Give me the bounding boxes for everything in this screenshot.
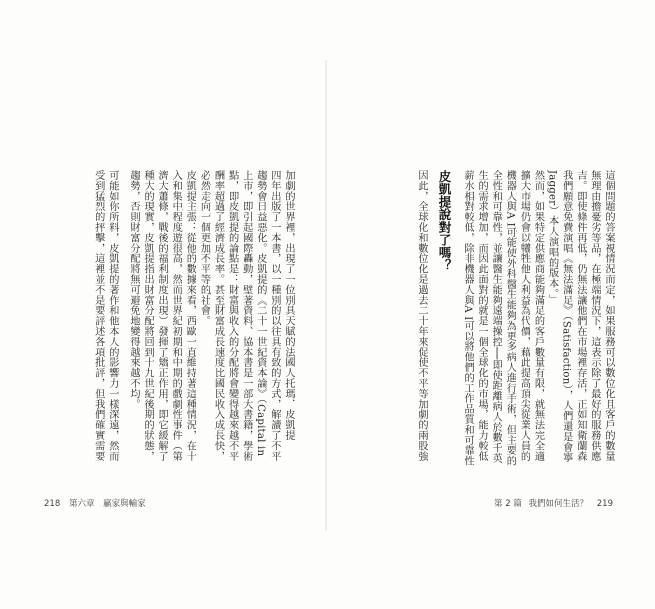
text-column: 入和集中程度遊很高，然而世界紀初期和中期的戲劇性事件（第 [170, 170, 182, 462]
left-footer [38, 497, 146, 509]
text-column: 種大的現實，皮凱提指出財富分配將回到十九世紀後期的狀態， [142, 170, 154, 462]
left-running-title: 贏家與輸家 [103, 499, 146, 509]
text-column: 吉。即使條件再低，仍無法讓他們在市場裡存活，正如知衛蘭森 [574, 170, 586, 462]
left-text-columns [91, 170, 295, 470]
text-column: 生的需求增加，而因此面對的就是一個全球化的市場，能力較低 [476, 170, 488, 462]
text-column: 可能如你所料，皮凱提的著作和他本人的影響力一樣深遠，然而 [106, 170, 118, 462]
right-page [327, 0, 655, 609]
text-column: 四年出版了一本書，以一種別的以往具有致的方式，解讀了不平 [268, 170, 280, 462]
text-column: 因此，全球化和數位化是過去二十年來促使不平等加劇的兩股強 [415, 170, 427, 462]
left-chapter-label: 第六章 [68, 499, 95, 509]
text-column: 點，即皮凱提的論點是：財富與收入的分配將會變得越來越不平 [226, 170, 238, 462]
text-column: 趨勢，否則財富分配將無可避免地變得越來越不均。 [127, 170, 139, 410]
text-column: 我們願意免費演唱《無法滿足》（Satisfaction），人們還是會寧 [560, 170, 572, 463]
text-column: 這個問題的答案視情況而定，如果服務可以數位化且客戶的數量 [603, 170, 614, 462]
text-column [453, 170, 460, 470]
right-running-title: 我們如何生活？ [528, 499, 589, 509]
text-column: 擴大市場仍會以犧牲他人利益為代價，藉此提高頂尖從業人員的 [518, 170, 530, 462]
text-column: Jagger）本人演唱的版本。」 [546, 170, 558, 305]
text-column: 機器人與A I可能使外科醫生能夠為更多病人進行手術，但主要的 [504, 170, 516, 467]
text-column: 皮凱提主張：從他的數據來看，西歐一直維持著這種情況，在十 [184, 170, 196, 462]
section-heading: 皮凱提說對了嗎？ [436, 170, 452, 272]
text-column: 上市，即引起國際轟動，壁著資料、協本書是一部大書籍，學術 [240, 170, 252, 462]
text-column: 受到猛烈的抨擊，這裡並不是要評述各項批評，但我們確實需要 [92, 170, 104, 462]
text-column: 全性和可靠性，並讓醫生能夠遠端操控──即使距離病人於數千英 [490, 170, 502, 464]
left-page-number: 218 [44, 499, 61, 509]
right-text-columns [414, 170, 615, 470]
right-page-number: 219 [596, 499, 613, 509]
text-column: 薪水相對較低，除非機器人與A I可以將他們的工作品質和可靠性 [462, 170, 474, 467]
left-page [0, 0, 327, 609]
text-column: 然而，如果特定供應商能夠滿足的客戶數量有限，就無法完全適 [532, 170, 544, 462]
right-footer [494, 497, 619, 509]
right-part-label: 第 2 篇 [494, 499, 522, 509]
text-column [119, 170, 126, 470]
text-column: 無理由擔憂劣等品，在極端情況下，這表示除了最好的服務供應 [588, 170, 600, 462]
text-column [428, 170, 435, 470]
text-column: 加劇的世界裡，出現了一位別具天賦的法國人托瑪．皮凱提 [283, 170, 294, 441]
text-column: 必然走向一個更加不平等的社會。 [198, 170, 210, 326]
text-column: 酬率超過了經濟成長率。甚至財富成長速度比國民收入成長快， [212, 170, 224, 462]
text-column: 趨勢會日益惡化。皮凱提的《二十一世紀資本論》（Capital in [254, 170, 266, 457]
text-column: 濟大蕭條，戰後的福利制度出現）發揮了矯正作用，即它緩解了 [156, 170, 168, 462]
